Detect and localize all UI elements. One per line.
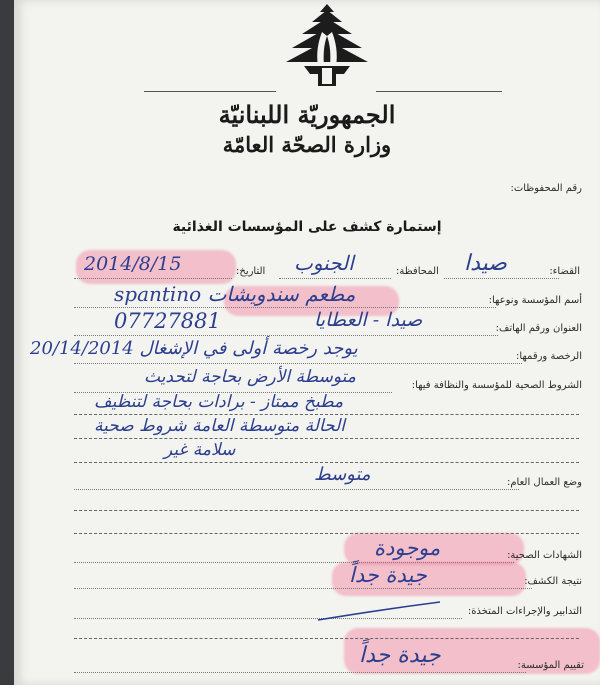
health-certificates-value: موجودة [374,536,441,560]
republic-title: الجمهوريّة اللبنانيّة [218,100,396,129]
establishment-name-value: spantino مطعم سندويشات [114,282,356,306]
workers-status-label: وضع العمال العام: [507,477,582,488]
date-label: التاريخ: [236,266,266,277]
form-title: إستمارة كشف على المؤسسات الغذائية [172,219,442,235]
header-rule-right [376,91,502,92]
establishment-evaluation-value: جيدة جداً [359,643,441,668]
conditions-text-3: الحالة متوسطة العامة شروط صحية [94,416,345,436]
conditions-text-1: متوسطة الأرض بحاجة لتحديث [144,367,356,387]
header-rule-left [144,91,276,92]
workers-status-value: متوسط [314,464,371,485]
workers-line-1 [74,489,519,490]
establishment-name-line [74,307,496,308]
phone-value: 07727881 [114,309,221,333]
inspection-result-label: نتيجة الكشف: [524,576,582,587]
establishment-name-label: أسم المؤسسة ونوعها: [488,295,582,306]
evaluation-line [74,672,526,673]
governorate-line [279,278,391,279]
license-line [74,363,522,364]
governorate-value: الجنوب [294,251,354,275]
license-label: الرخصة ورقمها: [516,351,582,362]
date-line [74,278,232,279]
conditions-line-4 [74,462,579,463]
workers-line-3 [74,533,579,534]
workers-line-2 [74,510,579,511]
inspection-result-value: جيدة جداً [349,563,427,587]
conditions-text-4: سلامة غير [164,440,236,460]
conditions-text-2: مطبخ ممتاز - برادات بحاجة لتنظيف [94,392,344,412]
cedar-emblem [282,2,372,87]
archive-number-label: رقم المحفوظات: [510,183,582,194]
strike-stroke [314,600,444,625]
measures-taken-label: التدابير والإجراءات المتخذة: [467,606,582,617]
license-value: يوجد رخصة أولى في الإشغال 20/14/2014 [30,338,358,359]
district-label: القضاء: [549,266,580,277]
address-phone-label: العنوان ورقم الهاتف: [495,323,582,334]
district-line [444,278,559,279]
result-line [74,588,532,589]
form-sheet [14,0,600,685]
conditions-line-3 [74,438,579,439]
address-phone-line [74,335,498,336]
governorate-label: المحافظة: [396,266,439,277]
health-conditions-label: الشروط الصحية للمؤسسة والنظافة فيها: [411,380,582,391]
conditions-line-2 [74,414,579,415]
measures-line-2 [74,638,579,639]
ministry-title: وزارة الصحّة العامّة [222,132,392,157]
health-certificates-label: الشهادات الصحية: [507,550,582,561]
district-value: صيدا [464,251,507,276]
establishment-evaluation-label: تقييم المؤسسة: [517,660,584,671]
address-value: صيدا - العطايا [314,309,423,331]
certificates-line [74,562,514,563]
date-value: 2014/8/15 [84,253,182,275]
